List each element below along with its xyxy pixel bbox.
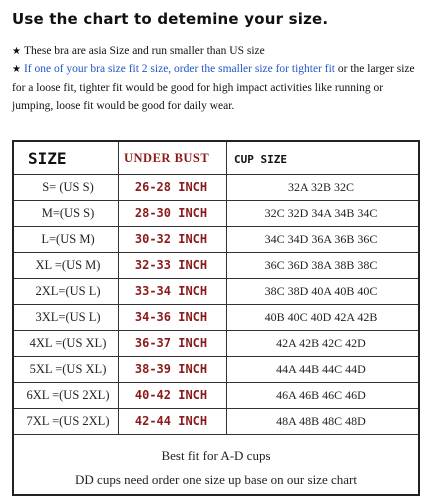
size-cell: 3XL=(US L)	[35, 310, 101, 324]
cup-size-cell: 40B 40C 40D 42A 42B	[264, 310, 378, 324]
table-row	[14, 304, 418, 330]
header-row	[14, 142, 418, 174]
header-cup-size: CUP SIZE	[234, 153, 287, 166]
page-title: Use the chart to detemine your size.	[12, 10, 329, 28]
star-icon: ★	[12, 46, 21, 57]
under-bust-cell: 40-42 INCH	[134, 388, 208, 402]
table-row	[14, 252, 418, 278]
size-cell: 5XL =(US XL)	[29, 362, 107, 376]
cup-size-cell: 46A 46B 46C 46D	[276, 388, 366, 402]
size-cell: L=(US M)	[41, 232, 95, 246]
under-bust-cell: 36-37 INCH	[134, 336, 208, 350]
table-row	[14, 200, 418, 226]
note-fit-advice	[12, 60, 422, 115]
cup-size-cell: 48A 48B 48C 48D	[276, 414, 366, 428]
under-bust-cell: 42-44 INCH	[134, 414, 208, 428]
size-cell: 6XL =(US 2XL)	[26, 388, 110, 402]
under-bust-cell: 30-32 INCH	[134, 232, 208, 246]
table-row	[14, 174, 418, 200]
cup-size-cell: 32C 32D 34A 34B 34C	[264, 206, 378, 220]
size-cell: 2XL=(US L)	[35, 284, 101, 298]
footer-dd-note: DD cups need order one size up base on our size chart	[75, 472, 357, 487]
size-cell: S= (US S)	[42, 180, 94, 194]
table-row	[14, 382, 418, 408]
size-cell: XL =(US M)	[35, 258, 101, 272]
table-row	[14, 330, 418, 356]
note-highlight: If one of your bra size fit 2 size, order the smaller size for tighter fit	[23, 63, 335, 75]
cup-size-cell: 34C 34D 36A 36B 36C	[264, 232, 378, 246]
header-size: SIZE	[28, 149, 67, 168]
table-row	[14, 356, 418, 382]
under-bust-cell: 33-34 INCH	[134, 284, 208, 298]
under-bust-cell: 38-39 INCH	[134, 362, 208, 376]
cup-size-cell: 36C 36D 38A 38B 38C	[264, 258, 378, 272]
size-cell: 7XL =(US 2XL)	[26, 414, 110, 428]
under-bust-cell: 28-30 INCH	[134, 206, 208, 220]
size-cell: 4XL =(US XL)	[29, 336, 107, 350]
cup-size-cell: 38C 38D 40A 40B 40C	[264, 284, 378, 298]
size-chart-table	[12, 140, 420, 496]
under-bust-cell: 34-36 INCH	[134, 310, 208, 324]
star-icon: ★	[12, 64, 21, 75]
note-text: These bra are asia Size and run smaller than US size	[23, 45, 265, 57]
cup-size-cell: 42A 42B 42C 42D	[276, 336, 366, 350]
under-bust-cell: 26-28 INCH	[134, 180, 208, 194]
table-row	[14, 226, 418, 252]
header-under-bust: UNDER BUST	[124, 151, 210, 165]
note-text: or the larger size for a loose fit, tighter fit would be good for high impact activities like running or jumping, loose fit would be good for daily wear.	[12, 63, 415, 112]
table-row	[14, 408, 418, 434]
under-bust-cell: 32-33 INCH	[134, 258, 208, 272]
row-divider	[14, 434, 418, 435]
size-cell: M=(US S)	[41, 206, 95, 220]
footer-best-fit: Best fit for A-D cups	[161, 448, 271, 463]
cup-size-cell: 32A 32B 32C	[287, 180, 354, 194]
table-row	[14, 278, 418, 304]
cup-size-cell: 44A 44B 44C 44D	[276, 362, 366, 376]
note-asia-size	[12, 42, 422, 61]
